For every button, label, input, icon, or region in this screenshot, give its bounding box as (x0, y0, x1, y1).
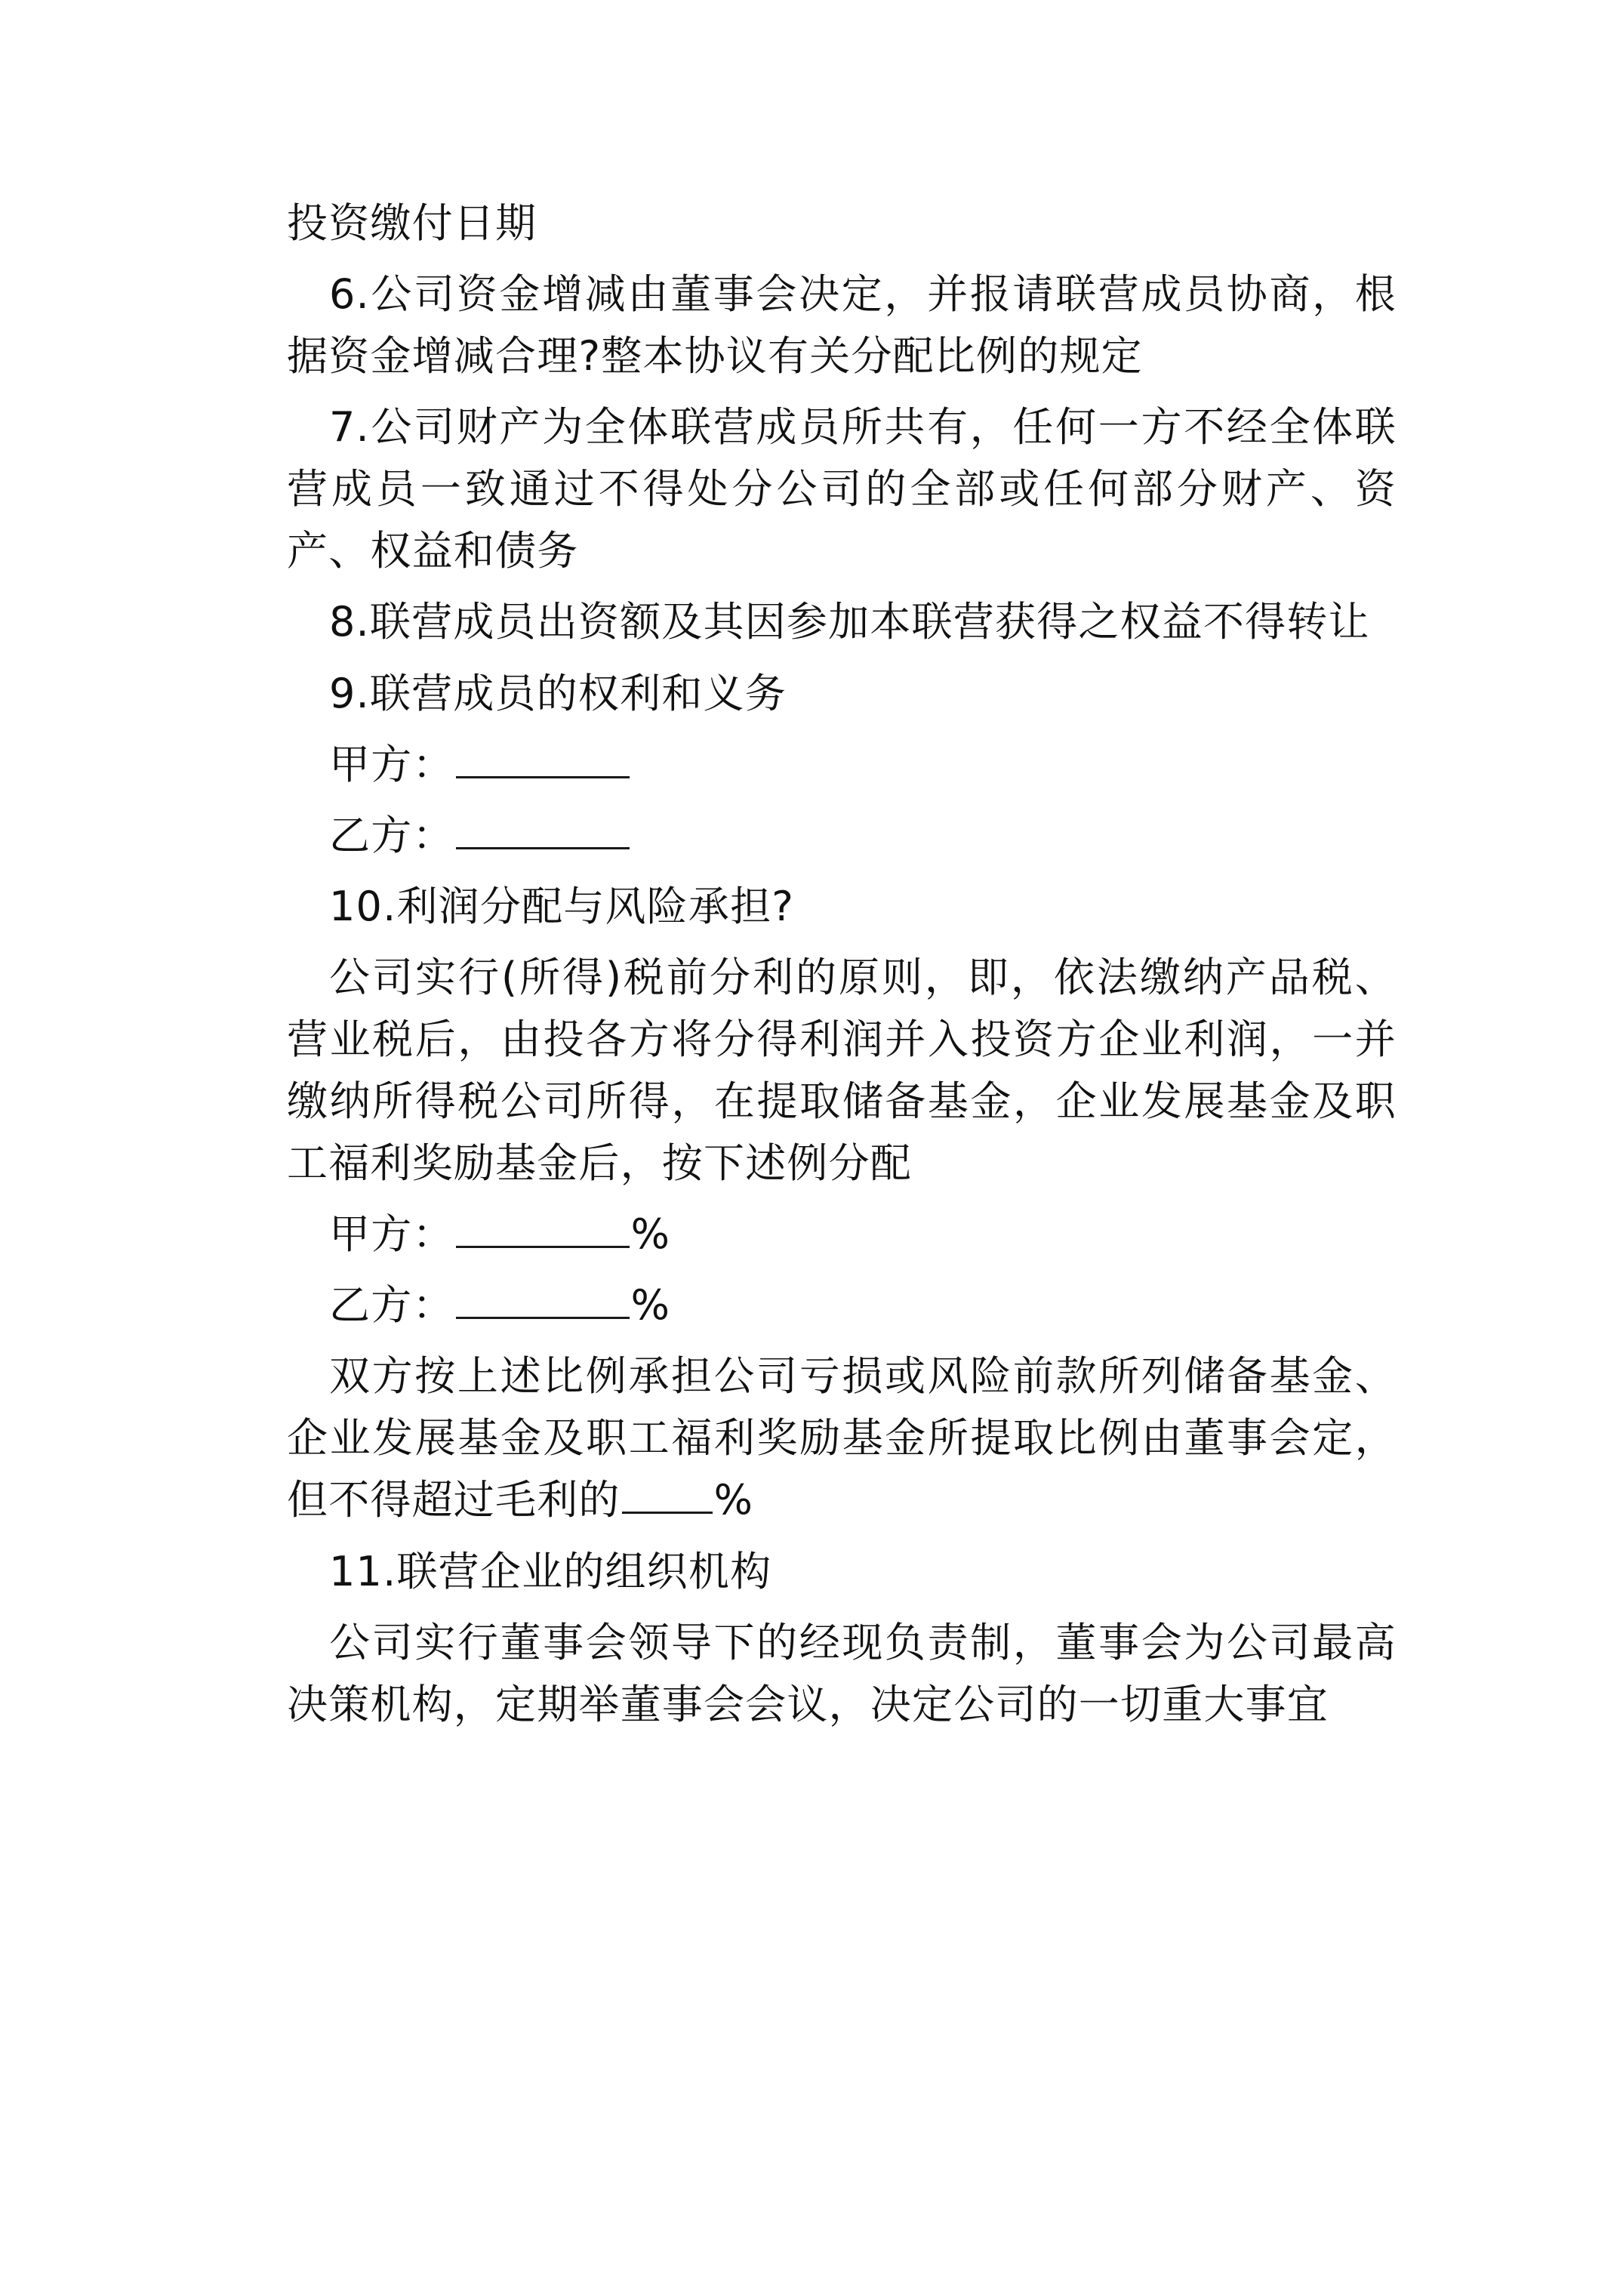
party-b-profit-suffix: % (630, 1281, 670, 1330)
para-loss-sharing (287, 1345, 1397, 1531)
para-board-structure: 公司实行董事会领导下的经现负责制，董事会为公司最高决策机构，定期举董事会会议，决定公司的一切重大事宜 (287, 1618, 1397, 1728)
para-loss-sharing-text-before: 双方按上述比例承担公司亏损或风险前款所列储备基金、企业发展基金及职工福利奖励基金所提取比例由董事会定，但不得超过毛利的 (287, 1352, 1397, 1524)
party-b-rights-blank[interactable] (456, 814, 630, 849)
para-item-6: 6.公司资金增减由董事会决定，并报请联营成员协商，根据资金增减合理?整本协议有关分配比例的规定 (287, 270, 1397, 381)
para-item-7: 7.公司财产为全体联营成员所共有，任何一方不经全体联营成员一致通过不得处分公司的全部或任何部分财产、资产、权益和债务 (287, 403, 1397, 575)
party-a-profit-suffix: % (630, 1210, 670, 1259)
party-a-rights-line (287, 734, 1397, 796)
para-item-10: 10.利润分配与风险承担? (329, 882, 795, 930)
party-a-profit-blank[interactable] (456, 1213, 630, 1248)
party-b-rights-label: 乙方： (329, 811, 454, 859)
party-a-profit-line (287, 1203, 1397, 1265)
party-a-rights-blank[interactable] (456, 743, 630, 778)
party-b-profit-label: 乙方： (329, 1281, 454, 1330)
party-a-rights-label: 甲方： (329, 740, 454, 788)
para-profit-principle: 公司实行(所得)税前分利的原则，即，依法缴纳产品税、营业税后，由投各方将分得利润并入投资方企业利润，一并缴纳所得税公司所得，在提取储备基金，企业发展基金及职工福利奖励基金后，按下述例分配 (287, 953, 1397, 1188)
para-investment-payment-date: 投资缴付日期 (287, 199, 537, 247)
para-item-9: 9.联营成员的权利和义务 (329, 669, 787, 717)
party-a-profit-label: 甲方： (329, 1210, 454, 1259)
para-item-8: 8.联营成员出资额及其因参加本联营获得之权益不得转让 (329, 598, 1370, 646)
party-b-rights-line (287, 805, 1397, 867)
party-b-profit-line (287, 1274, 1397, 1336)
gross-profit-cap-blank[interactable] (622, 1478, 713, 1514)
party-b-profit-blank[interactable] (456, 1284, 630, 1319)
para-item-11: 11.联营企业的组织机构 (329, 1547, 772, 1595)
document-body (287, 193, 1397, 1736)
para-loss-sharing-text-after: % (713, 1476, 753, 1524)
